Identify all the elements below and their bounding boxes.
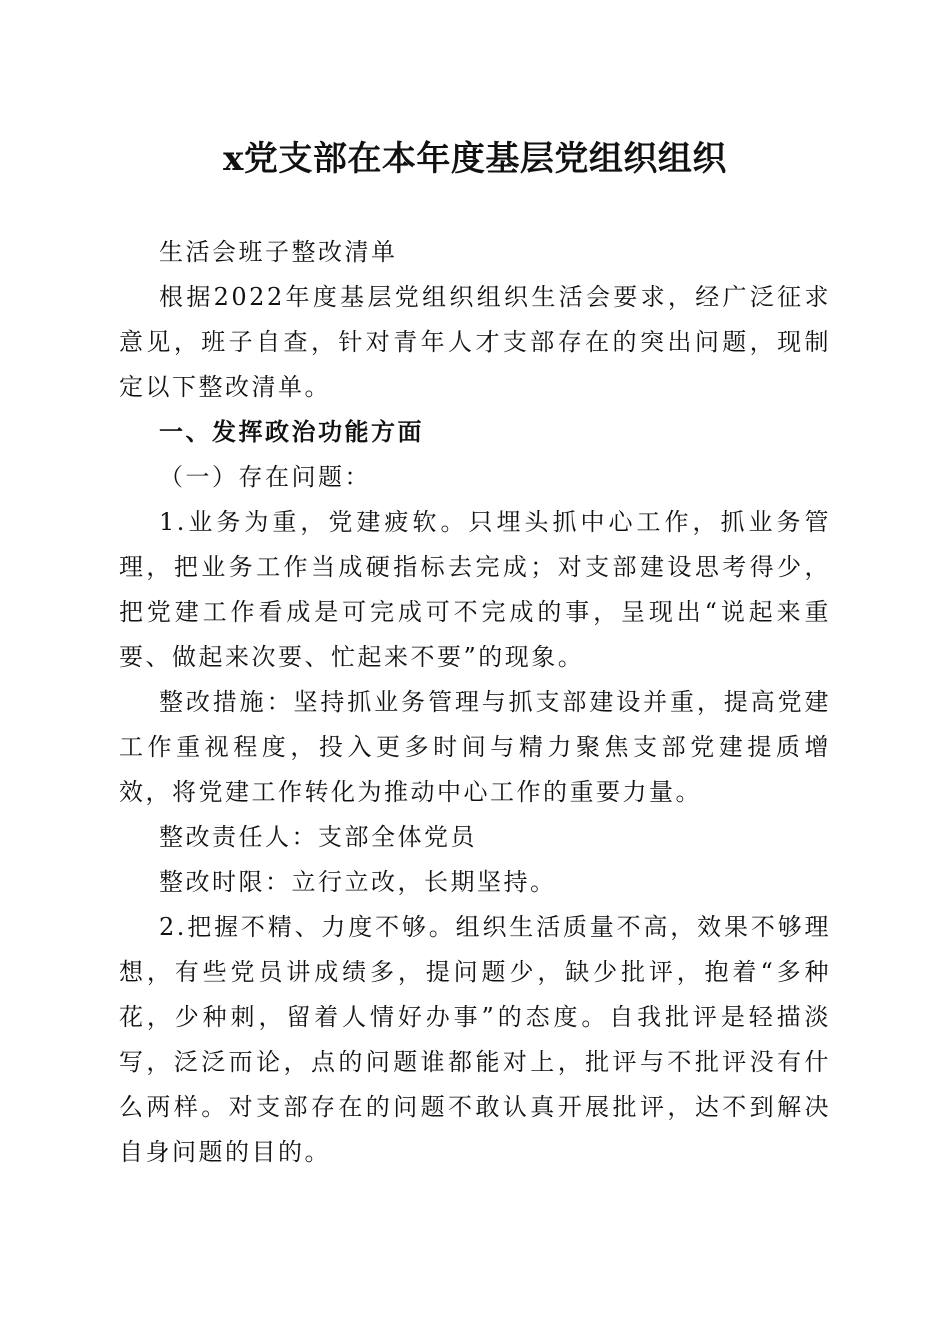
document-subtitle: 生活会班子整改清单 bbox=[159, 238, 398, 266]
subsection-heading: （一）存在问题： bbox=[159, 463, 371, 491]
document-title: x党支部在本年度基层党组织组织 bbox=[223, 139, 727, 179]
responsible-line: 整改责任人：支部全体党员 bbox=[159, 823, 477, 851]
problem-item-2: 2.把握不精、力度不够。组织生活质量不高，效果不够理想，有些党员讲成绩多，提问题少，缺少批评，抱着“多种花，少种刺，留着人情好办事”的态度。自我批评是轻描淡写，泛泛而论，点的问题谁都能对上，批评与不批评没有什么两样。对支部存在的问题不敢认真开展批评，达不到解决自身问题的目的。 bbox=[119, 913, 831, 1166]
deadline-line: 整改时限：立行立改，长期坚持。 bbox=[159, 868, 557, 896]
section-heading: 一、发挥政治功能方面 bbox=[159, 418, 424, 446]
intro-paragraph: 根据2022年度基层党组织组织生活会要求，经广泛征求意见，班子自查，针对青年人才支部存在的突出问题，现制定以下整改清单。 bbox=[119, 283, 831, 401]
document-body bbox=[119, 230, 831, 1175]
measures-paragraph: 整改措施：坚持抓业务管理与抓支部建设并重，提高党建工作重视程度，投入更多时间与精力聚焦支部党建提质增效，将党建工作转化为推动中心工作的重要力量。 bbox=[119, 688, 831, 806]
problem-item-1: 1.业务为重，党建疲软。只埋头抓中心工作，抓业务管理，把业务工作当成硬指标去完成；对支部建设思考得少，把党建工作看成是可完成可不完成的事，呈现出“说起来重要、做起来次要、忙起来不要”的现象。 bbox=[119, 508, 831, 671]
